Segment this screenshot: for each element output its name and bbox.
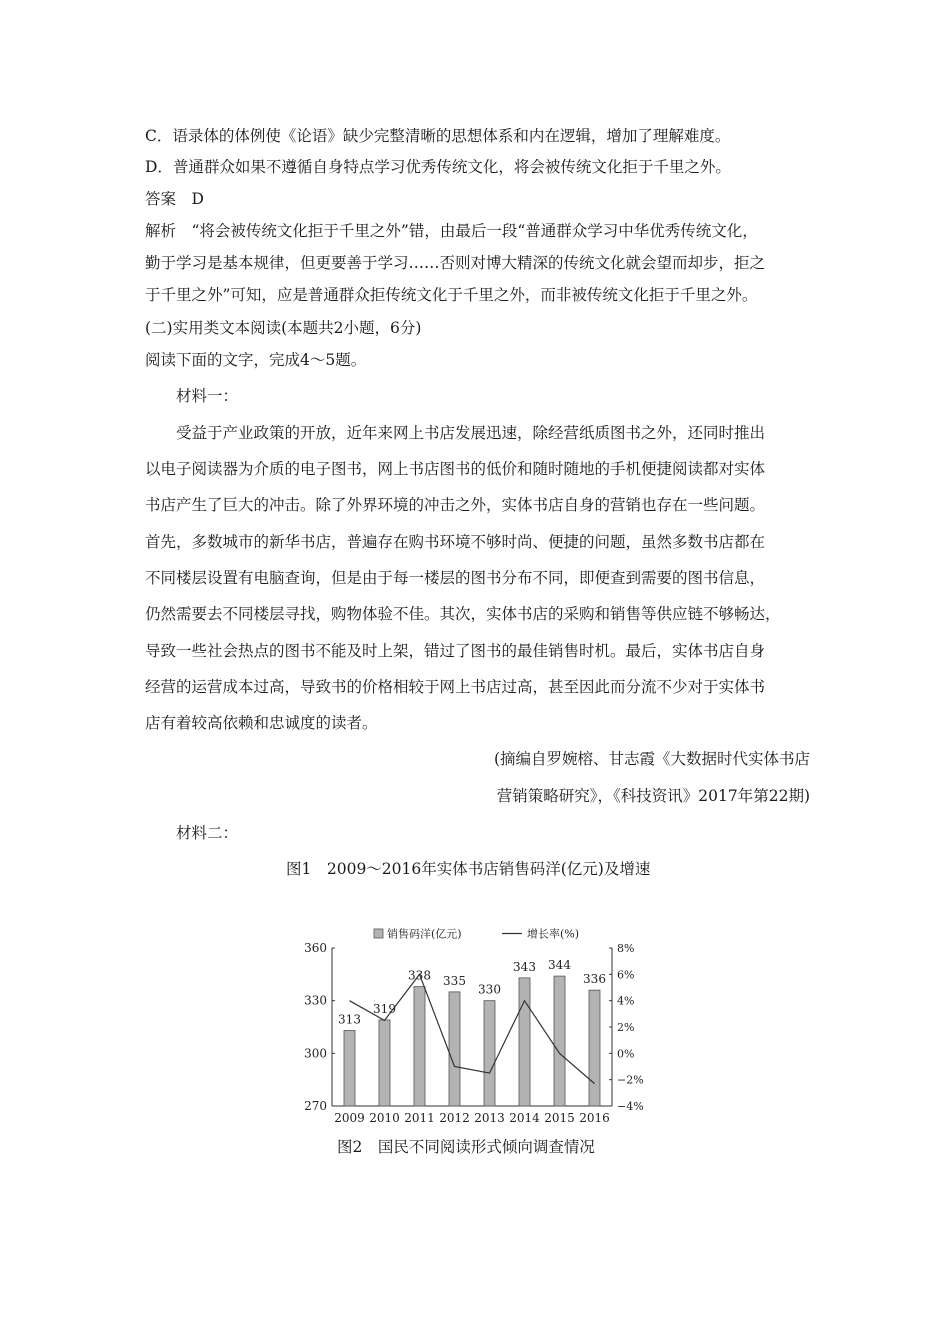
y-left-tick-label: 360	[304, 941, 327, 955]
bar-value-label: 343	[513, 959, 536, 974]
bar	[554, 976, 565, 1106]
bar	[379, 1020, 390, 1106]
y-right-tick-label: 6%	[617, 968, 635, 982]
analysis-line-3: 于千里之外”可知，应是普通群众拒传统文化于千里之外，而非被传统文化拒于千里之外。	[145, 286, 758, 304]
bar	[484, 1001, 495, 1106]
material1-line: 店有着较高依赖和忠诚度的读者。	[145, 714, 378, 732]
figure2-caption: 图2 国民不同阅读形式倾向调查情况	[337, 1138, 595, 1156]
x-tick-label: 2013	[474, 1111, 505, 1125]
y-right-tick-label: 0%	[617, 1047, 635, 1061]
y-right-tick-label: 4%	[617, 994, 635, 1008]
analysis-line-1: 解析 “将会被传统文化拒于千里之外”错，由最后一段“普通群众学习中华优秀传统文化，	[145, 222, 758, 240]
x-tick-label: 2010	[369, 1111, 400, 1125]
x-tick-label: 2009	[334, 1111, 365, 1125]
bar	[449, 992, 460, 1106]
y-right-tick-label: 2%	[617, 1021, 635, 1034]
sales-growth-chart	[290, 922, 650, 1134]
y-right-tick-label: 8%	[617, 942, 635, 955]
answer: 答案 D	[145, 190, 204, 208]
bar	[519, 978, 530, 1106]
legend-bar-label: 销售码洋(亿元)	[387, 927, 462, 941]
analysis-line-2: 勤于学习是基本规律，但更要善于学习……否则对博大精深的传统文化就会望而却步，拒之	[145, 254, 766, 272]
section-title: (二)实用类文本阅读(本题共2小题，6分)	[145, 319, 422, 337]
y-left-tick-label: 300	[304, 1046, 327, 1061]
bar-value-label: 338	[408, 968, 431, 983]
material1-line: 以电子阅读器为介质的电子图书，网上书店图书的低价和随时随地的手机便捷阅读都对实体	[145, 460, 766, 478]
y-left-tick-label: 270	[304, 1099, 327, 1113]
section-instruction: 阅读下面的文字，完成4～5题。	[145, 351, 367, 369]
bar	[589, 990, 600, 1106]
option-c: C．语录体的体例使《论语》缺少完整清晰的思想体系和内在逻辑，增加了理解难度。	[145, 127, 731, 145]
bar	[344, 1031, 355, 1106]
y-right-tick-label: −4%	[617, 1100, 644, 1113]
legend-bar-swatch	[374, 929, 383, 938]
bar-value-label: 335	[443, 973, 466, 988]
material1-source-line-2: 营销策略研究》，《科技资讯》2017年第22期)	[496, 787, 810, 805]
material2-label: 材料二：	[176, 824, 239, 842]
material1-label: 材料一：	[176, 387, 239, 405]
x-tick-label: 2014	[509, 1111, 540, 1125]
x-tick-label: 2011	[404, 1111, 435, 1125]
bar	[414, 987, 425, 1106]
option-d: D．普通群众如果不遵循自身特点学习优秀传统文化，将会被传统文化拒于千里之外。	[145, 158, 731, 176]
bar-value-label: 344	[548, 958, 571, 973]
bar-value-label: 330	[478, 982, 501, 997]
material1-line: 书店产生了巨大的冲击。除了外界环境的冲击之外，实体书店自身的营销也存在一些问题。	[145, 496, 766, 514]
x-tick-label: 2016	[579, 1111, 610, 1125]
material1-line: 首先，多数城市的新华书店，普遍存在购书环境不够时尚、便捷的问题，虽然多数书店都在	[145, 533, 766, 551]
material1-line: 仍然需要去不同楼层寻找，购物体验不佳。其次，实体书店的采购和销售等供应链不够畅达，	[145, 605, 781, 623]
material1-line: 经营的运营成本过高，导致书的价格相较于网上书店过高，甚至因此而分流不少对于实体书	[145, 678, 766, 696]
material1-source-line-1: (摘编自罗婉榕、甘志霞《大数据时代实体书店	[493, 750, 810, 768]
y-left-tick-label: 330	[304, 993, 327, 1008]
bar-value-label: 319	[373, 1001, 396, 1016]
material1-line: 导致一些社会热点的图书不能及时上架，错过了图书的最佳销售时机。最后，实体书店自身	[145, 642, 766, 660]
y-right-tick-label: −2%	[617, 1073, 644, 1087]
material1-line: 受益于产业政策的开放，近年来网上书店发展迅速，除经营纸质图书之外，还同时推出	[176, 424, 766, 442]
figure1-caption: 图1 2009～2016年实体书店销售码洋(亿元)及增速	[286, 860, 651, 878]
bar-value-label: 313	[338, 1012, 361, 1027]
bar-value-label: 336	[583, 972, 606, 987]
x-tick-label: 2012	[439, 1111, 470, 1125]
legend-line-label: 增长率(%)	[527, 927, 580, 941]
x-tick-label: 2015	[544, 1111, 575, 1125]
material1-line: 不同楼层设置有电脑查询，但是由于每一楼层的图书分布不同，即便查到需要的图书信息，	[145, 569, 766, 587]
